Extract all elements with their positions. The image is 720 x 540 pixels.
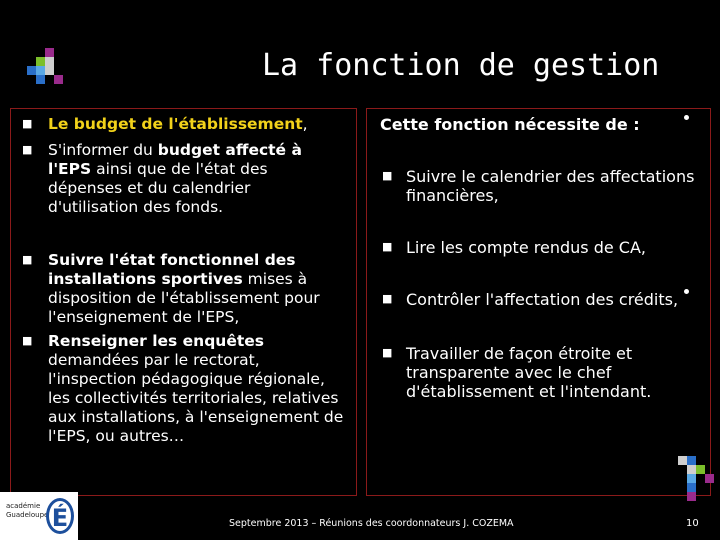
bullet-icon: ■: [22, 117, 33, 130]
left-item-3: Suivre l'état fonctionnel des installations sportives mises à disposition de l'établissement pour l'enseignement de l'EPS,: [48, 251, 320, 326]
right-item-4: Travailler de façon étroite et transparente avec le chef d'établissement et l'intendant.: [406, 344, 652, 401]
bullet-icon: ■: [382, 292, 393, 305]
bullet-icon: ■: [22, 334, 33, 347]
left-item-2: S'informer du budget affecté à l'EPS ainsi que de l'état des dépenses et du calendrier d'utilisation des fonds.: [48, 141, 302, 216]
bullet-icon: ■: [22, 143, 33, 156]
right-heading: Cette fonction nécessite de :: [380, 115, 640, 134]
dot-marker: [684, 289, 689, 294]
right-item-3: Contrôler l'affectation des crédits,: [406, 290, 679, 309]
right-item-2: Lire les compte rendus de CA,: [406, 238, 646, 257]
left-item-1: Le budget de l'établissement,: [48, 115, 308, 133]
bullet-icon: ■: [382, 169, 393, 182]
bullet-icon: ■: [382, 240, 393, 253]
bullet-icon: ■: [22, 253, 33, 266]
slide-title: La fonction de gestion: [262, 48, 660, 83]
left-item-4: Renseigner les enquêtes demandées par le rectorat, l'inspection pédagogique régionale, les collectivités territoriales, relatives aux installations, à l'enseignement de l'EPS, ou autres…: [48, 332, 344, 445]
dot-marker: [684, 115, 689, 120]
right-item-1: Suivre le calendrier des affectations financières,: [406, 167, 695, 205]
footer-text: Septembre 2013 – Réunions des coordonnateurs J. COZEMA: [229, 518, 514, 529]
page-number: 10: [686, 518, 699, 529]
bullet-icon: ■: [382, 346, 393, 359]
academie-guadeloupe-logo: académie Guadeloupe É: [0, 492, 78, 540]
